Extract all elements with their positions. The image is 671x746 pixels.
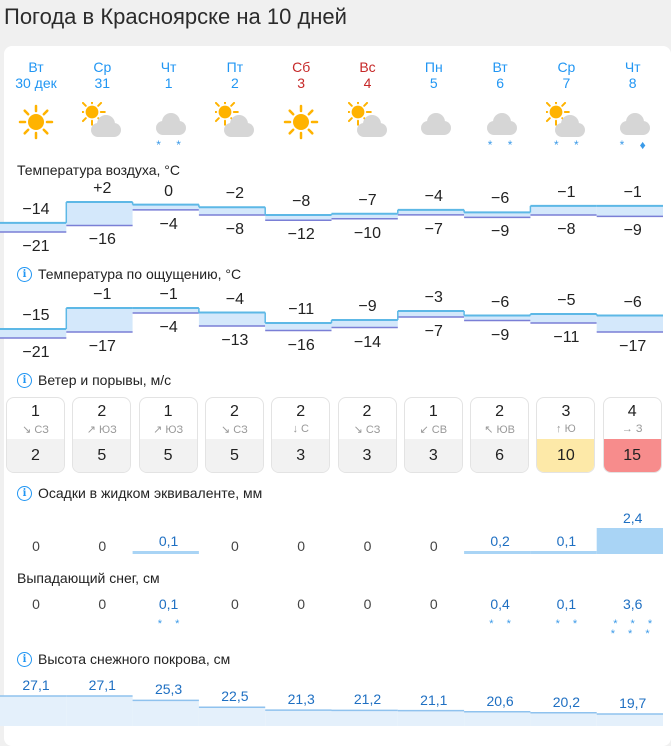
temp-max-value: −1: [159, 286, 178, 303]
day-date: 7: [562, 75, 571, 91]
cloud-shape: [487, 113, 517, 135]
page-title: Погода в Красноярске на 10 дней: [4, 4, 347, 29]
day-column: [467, 59, 533, 152]
temp-max-value: −1: [93, 286, 112, 303]
temp-bar: [199, 207, 265, 215]
wind-gust: 3: [405, 439, 462, 472]
cloudy-snow-icon: [480, 102, 520, 142]
snowcover-title[interactable]: [17, 651, 230, 667]
precip-title[interactable]: [17, 485, 262, 501]
day-date: 8: [628, 75, 637, 91]
temp-min-value: −17: [88, 338, 116, 355]
precip-value: 0: [297, 538, 306, 554]
snowcover-value: 21,1: [420, 691, 448, 708]
day-column: [136, 59, 202, 152]
temp-min-value: −10: [353, 224, 382, 242]
snowfall-value: 0: [363, 596, 372, 612]
snowfall-value: 0: [230, 596, 239, 612]
temp-bar: [530, 314, 596, 323]
snowfall-value: 3,6: [622, 596, 643, 612]
snowcover-value: 19,7: [619, 695, 647, 711]
temp-min-value: −8: [225, 221, 245, 239]
snowcover-value: 25,3: [154, 681, 183, 698]
wind-direction: ↗ ЮЗ: [86, 424, 117, 436]
wind-speed: 3: [561, 403, 571, 420]
snowfall-value: 0: [98, 596, 107, 612]
precip-value: 0: [98, 538, 107, 554]
precip-value: 0: [429, 538, 438, 554]
day-name: Сб: [292, 59, 311, 75]
temp-bar: [265, 323, 331, 331]
wind-gust: 6: [471, 439, 528, 472]
precip-value: 0: [363, 538, 372, 554]
day-header-row: [0, 59, 671, 159]
precip-value: 0: [230, 538, 239, 554]
temp-bar: [0, 329, 66, 338]
temp-max-value: −5: [557, 292, 576, 309]
temp-bar: [530, 206, 596, 215]
day-date: 3: [297, 75, 306, 91]
day-name: Вт: [492, 59, 508, 75]
snowcover-value: 22,5: [221, 688, 249, 705]
day-column: [3, 59, 69, 91]
day-name: Ср: [93, 59, 112, 75]
wind-speed: 1: [31, 403, 40, 420]
precip-title-text: Осадки в жидком эквиваленте, мм: [38, 485, 263, 501]
temp-bar: [66, 202, 132, 225]
temp-bar: [199, 313, 265, 327]
temp-max-value: −6: [490, 293, 510, 311]
wind-title-text: Ветер и порывы, м/с: [38, 372, 172, 388]
wind-gust: 3: [272, 439, 329, 472]
temp-max-value: −1: [557, 183, 576, 201]
wind-direction: ↙ СВ: [419, 424, 448, 436]
snowfall-title-text: Выпадающий снег, см: [17, 570, 160, 586]
wind-direction: ↖ ЮВ: [484, 424, 515, 436]
precip-bar: [597, 528, 663, 554]
day-date: 4: [363, 75, 372, 91]
temp-max-value: −2: [225, 185, 245, 203]
snowcover-bar: [199, 707, 265, 726]
cloudy-sun-snow-icon: [546, 102, 586, 142]
wind-tile: [6, 397, 65, 473]
wind-speed: 2: [296, 403, 306, 420]
wind-direction: ↘ СЗ: [221, 424, 248, 436]
snowcover-bar: [133, 700, 199, 726]
temperature-title-text: Температура воздуха, °C: [17, 162, 180, 178]
temp-min-value: −7: [424, 220, 443, 238]
cloud-shape: [421, 113, 451, 135]
temp-bar: [597, 206, 663, 216]
sun-icon: [281, 102, 321, 142]
cloudy-snow-icon: [149, 102, 189, 142]
temp-min-value: −11: [553, 329, 580, 346]
cloud-shape: [91, 115, 121, 137]
day-name: Чт: [160, 59, 177, 75]
day-name: Чт: [624, 59, 641, 75]
temp-min-value: −12: [287, 226, 315, 244]
temp-max-value: −9: [358, 298, 377, 315]
temperature-title: [17, 162, 180, 178]
wind-speed: 2: [495, 403, 505, 420]
temp-max-value: −4: [424, 187, 443, 205]
wind-speed: 2: [229, 403, 239, 420]
partly-cloudy-icon: [82, 102, 122, 142]
temp-max-value: −14: [22, 200, 50, 218]
day-column: [268, 59, 334, 91]
wind-tile: [404, 397, 463, 473]
wind-gust: 15: [604, 439, 661, 472]
day-date: 6: [496, 75, 504, 91]
snowfall-value: 0: [32, 596, 40, 612]
precip-bar: [530, 551, 596, 554]
info-icon[interactable]: i: [17, 267, 32, 282]
snowcover-value: 20,2: [552, 693, 581, 710]
precip-value: 2,4: [622, 510, 643, 526]
precip-value: 0: [32, 538, 40, 554]
snowcover-value: 21,3: [287, 691, 315, 708]
snowfall-value: 0: [429, 596, 438, 612]
day-date: 31: [94, 75, 111, 91]
day-date: 1: [164, 75, 173, 91]
wind-tile: [536, 397, 595, 473]
feels-title-text: Температура по ощущению, °C: [38, 266, 242, 282]
wind-speed: 2: [97, 403, 107, 420]
snowcover-bar: [0, 696, 66, 726]
sun-shape: [285, 106, 317, 138]
cloud-shape: [357, 115, 387, 137]
precip-value: 0,1: [158, 533, 179, 549]
temp-min-value: −9: [623, 222, 642, 240]
precip-glyph: * *: [156, 138, 187, 152]
wind-direction: ↘ СЗ: [22, 424, 49, 436]
wind-gust: 5: [206, 439, 263, 472]
wind-title[interactable]: [17, 372, 171, 388]
snowfall-value: 0,1: [158, 596, 179, 612]
day-name: Вс: [359, 59, 376, 75]
sun-shape: [20, 106, 52, 138]
info-icon[interactable]: i: [17, 652, 32, 667]
temp-min-value: −9: [490, 326, 510, 344]
info-icon[interactable]: i: [17, 486, 32, 501]
wind-speed: 1: [163, 403, 173, 420]
wind-tile: [338, 397, 397, 473]
info-icon[interactable]: i: [17, 373, 32, 388]
wind-tile: [603, 397, 662, 473]
feels-title[interactable]: [17, 266, 241, 282]
temp-max-value: −6: [623, 293, 642, 311]
wind-speed: 4: [627, 403, 637, 420]
temp-min-value: −4: [159, 319, 178, 336]
day-column: [600, 59, 666, 152]
day-column: [202, 59, 268, 91]
snowcover-bar: [332, 710, 398, 726]
temp-max-value: −7: [358, 191, 377, 209]
snowcover-value: 27,1: [22, 677, 50, 693]
cloud-shape: [555, 115, 585, 137]
partly-cloudy-icon: [215, 102, 255, 142]
snowflake-icon: * *: [489, 618, 516, 630]
precip-bar: [464, 551, 530, 554]
day-name: Пт: [226, 59, 244, 75]
snowcover-value: 20,6: [486, 692, 514, 709]
day-name: Вт: [28, 59, 44, 75]
temp-max-value: −8: [292, 193, 311, 211]
snowcover-value: 21,2: [353, 691, 382, 708]
temp-min-value: −8: [557, 221, 576, 239]
temp-max-value: −6: [490, 190, 510, 208]
wind-direction: → З: [621, 423, 643, 435]
day-date: 5: [429, 75, 438, 91]
precip-value: 0,2: [490, 533, 510, 549]
snowflake-icon: * * * * * *: [610, 618, 658, 640]
wind-gust: 5: [73, 439, 130, 472]
snowcover-value: 27,1: [88, 677, 116, 693]
day-column: [335, 59, 401, 91]
cloudy-sleet-icon: [613, 102, 653, 142]
wind-tile: [72, 397, 131, 473]
snowfall-title: [17, 570, 160, 586]
snowcover-bar: [464, 712, 530, 726]
temp-min-value: −4: [159, 215, 178, 233]
temp-min-value: −16: [88, 231, 116, 249]
wind-direction: ↑ Ю: [556, 423, 576, 435]
precip-bar: [133, 551, 199, 554]
snowcover-bar: [66, 696, 132, 726]
temp-min-value: −16: [287, 336, 315, 354]
day-column: [69, 59, 135, 91]
temp-min-value: −7: [424, 323, 443, 340]
temp-min-value: −14: [353, 333, 382, 351]
temp-max-value: −3: [424, 289, 443, 306]
wind-tile: [139, 397, 198, 473]
temp-min-value: −13: [221, 332, 249, 349]
temp-min-value: −9: [490, 223, 510, 241]
precip-value: 0,1: [556, 533, 577, 549]
temp-max-value: −1: [623, 183, 642, 201]
cloudy-sun-icon: [348, 102, 388, 142]
day-column: [401, 59, 467, 91]
temp-max-value: +2: [93, 180, 112, 197]
cloud-shape: [156, 113, 186, 135]
snowfall-value: 0: [297, 596, 306, 612]
temp-bar: [332, 320, 398, 328]
temp-bar: [66, 308, 132, 332]
wind-tile: [205, 397, 264, 473]
day-date: 2: [230, 75, 239, 91]
temp-bar: [0, 223, 66, 232]
day-date: 30 дек: [15, 75, 57, 91]
day-column: [533, 59, 599, 152]
snowfall-value: 0,4: [490, 596, 510, 612]
cloud-shape: [620, 113, 650, 135]
temp-max-value: −11: [288, 301, 315, 318]
temp-max-value: −15: [22, 307, 50, 324]
wind-tile: [271, 397, 330, 473]
temp-max-value: 0: [164, 182, 174, 200]
cloudy-icon: [414, 102, 454, 142]
sun-icon: [16, 102, 56, 142]
precip-glyph: * *: [554, 138, 585, 152]
temp-max-value: −4: [225, 290, 245, 308]
precip-glyph: * ♦: [619, 138, 652, 152]
wind-tile: [470, 397, 529, 473]
snowflake-icon: * *: [157, 618, 185, 630]
snowcover-bar: [398, 711, 464, 726]
wind-direction: ↘ СЗ: [353, 424, 381, 436]
wind-gust: 3: [339, 439, 396, 472]
wind-gust: 5: [140, 439, 197, 472]
temp-bar: [597, 316, 663, 333]
snowcover-bar: [530, 713, 596, 726]
wind-gust: 2: [7, 439, 64, 472]
wind-gust: 10: [537, 439, 594, 472]
wind-speed: 1: [428, 403, 438, 420]
cloud-shape: [224, 115, 254, 137]
wind-direction: ↓ С: [292, 423, 309, 435]
snowcover-bar: [265, 710, 331, 726]
wind-direction: ↗ ЮЗ: [153, 424, 184, 436]
precip-glyph: * *: [487, 138, 519, 152]
temp-min-value: −21: [22, 344, 50, 361]
snowcover-title-text: Высота снежного покрова, см: [38, 651, 231, 667]
snowcover-bar: [597, 714, 663, 726]
temp-min-value: −21: [22, 238, 50, 255]
temp-min-value: −17: [619, 338, 647, 355]
wind-speed: 2: [362, 403, 372, 420]
snowflake-icon: * *: [555, 618, 583, 630]
snowfall-value: 0,1: [556, 596, 577, 612]
day-name: Пн: [424, 59, 443, 75]
day-name: Ср: [557, 59, 576, 75]
